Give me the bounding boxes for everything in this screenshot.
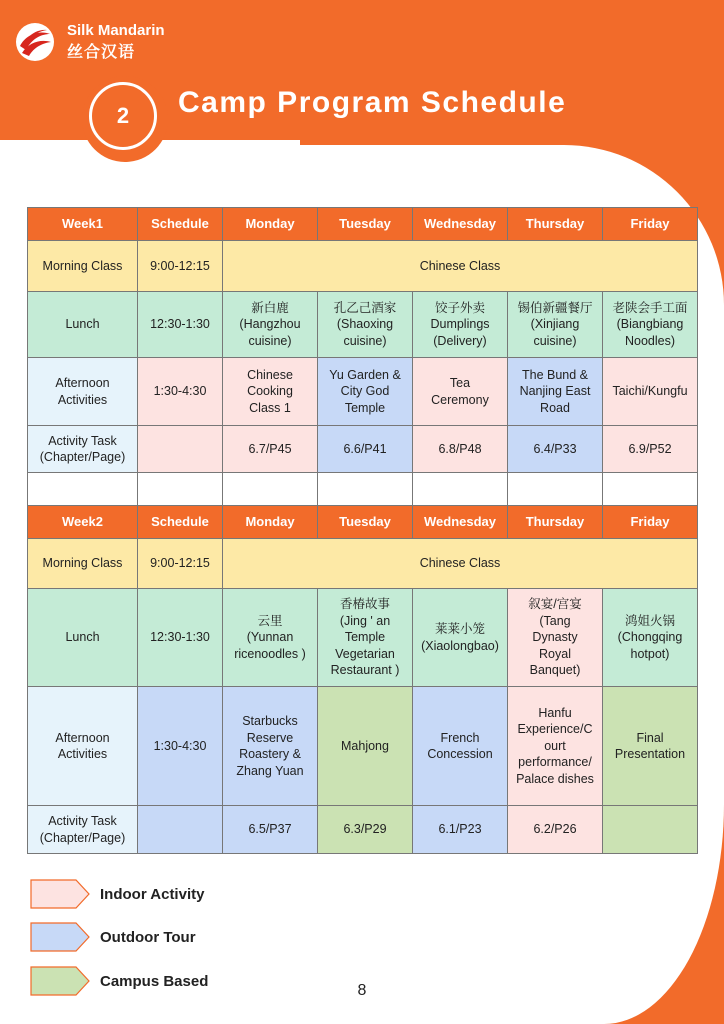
week1-lunch-thursday: 锡伯新疆餐厅 (Xinjiang cuisine) [508,292,603,358]
week1-task-tuesday: 6.6/P41 [318,426,413,473]
spacer-cell [223,473,318,506]
week2-morning-content: Chinese Class [223,539,698,589]
spacer-cell [28,473,138,506]
week1-header-wednesday: Wednesday [413,208,508,241]
week2-morning-row [28,539,698,589]
week2-task-tuesday: 6.3/P29 [318,806,413,854]
week2-afternoon-wednesday: French Concession [413,687,508,806]
week1-morning-row [28,241,698,292]
indoor-arrow-icon [30,879,90,909]
week1-lunch-time: 12:30-1:30 [138,292,223,358]
week1-afternoon-row [28,358,698,426]
week1-task-monday: 6.7/P45 [223,426,318,473]
week1-afternoon-friday: Taichi/Kungfu [603,358,698,426]
week2-afternoon-label: Afternoon Activities [28,687,138,806]
spacer-cell [413,473,508,506]
week1-task-label: Activity Task (Chapter/Page) [28,426,138,473]
week2-lunch-thursday: 叙宴/宫宴 (Tang Dynasty Royal Banquet) [508,589,603,687]
week2-lunch-friday: 鸿姐火锅 (Chongqing hotpot) [603,589,698,687]
spacer-cell [508,473,603,506]
week2-morning-time: 9:00-12:15 [138,539,223,589]
section-number: 2 [89,82,157,150]
silk-mandarin-logo-icon [14,22,56,62]
week2-task-thursday: 6.2/P26 [508,806,603,854]
week2-header-thursday: Thursday [508,506,603,539]
week1-header-thursday: Thursday [508,208,603,241]
week1-morning-time: 9:00-12:15 [138,241,223,292]
week1-task-wednesday: 6.8/P48 [413,426,508,473]
week1-afternoon-monday: Chinese Cooking Class 1 [223,358,318,426]
week2-header-monday: Monday [223,506,318,539]
week1-afternoon-wednesday: Tea Ceremony [413,358,508,426]
legend-item-outdoor [30,922,196,952]
week2-task-wednesday: 6.1/P23 [413,806,508,854]
week1-lunch-wednesday: 饺子外卖 Dumplings (Delivery) [413,292,508,358]
spacer-cell [318,473,413,506]
week1-header-tuesday: Tuesday [318,208,413,241]
week1-header-friday: Friday [603,208,698,241]
week2-header-schedule: Schedule [138,506,223,539]
week1-header-row [28,208,698,241]
week1-lunch-monday: 新白鹿 (Hangzhou cuisine) [223,292,318,358]
spacer-cell [603,473,698,506]
week1-afternoon-time: 1:30-4:30 [138,358,223,426]
brand-name-en: Silk Mandarin [67,22,165,39]
week2-task-friday [603,806,698,854]
week1-lunch-row [28,292,698,358]
week2-afternoon-time: 1:30-4:30 [138,687,223,806]
legend-item-campus [30,966,208,996]
legend-label-campus: Campus Based [100,972,209,990]
week2-lunch-monday: 云里 (Yunnan ricenoodles ) [223,589,318,687]
week1-header-monday: Monday [223,208,318,241]
week2-afternoon-tuesday: Mahjong [318,687,413,806]
page-title: Camp Program Schedule [178,86,567,119]
week2-lunch-wednesday: 莱莱小笼 (Xiaolongbao) [413,589,508,687]
legend-item-indoor [30,879,204,909]
week1-afternoon-thursday: The Bund & Nanjing East Road [508,358,603,426]
legend-label-outdoor: Outdoor Tour [100,928,196,946]
week2-header-week: Week2 [28,506,138,539]
week1-task-time [138,426,223,473]
week2-task-monday: 6.5/P37 [223,806,318,854]
week2-lunch-tuesday: 香椿故事 (Jing ' an Temple Vegetarian Restaurant ) [318,589,413,687]
week2-task-row [28,806,698,854]
week1-schedule-table [27,207,698,854]
week1-header-schedule: Schedule [138,208,223,241]
brand-name-cn: 丝合汉语 [67,44,136,61]
campus-arrow-icon [30,966,90,996]
legend-label-indoor: Indoor Activity [100,885,205,903]
week2-afternoon-friday: Final Presentation [603,687,698,806]
week2-header-wednesday: Wednesday [413,506,508,539]
week2-header-row [28,506,698,539]
week2-lunch-label: Lunch [28,589,138,687]
week1-afternoon-label: Afternoon Activities [28,358,138,426]
week1-morning-label: Morning Class [28,241,138,292]
week1-task-thursday: 6.4/P33 [508,426,603,473]
page-number: 8 [357,982,367,999]
week1-lunch-friday: 老陕会手工面 (Biangbiang Noodles) [603,292,698,358]
week2-task-time [138,806,223,854]
week2-lunch-row [28,589,698,687]
week2-afternoon-monday: Starbucks Reserve Roastery & Zhang Yuan [223,687,318,806]
week2-afternoon-thursday: Hanfu Experience/C ourt performance/ Palace dishes [508,687,603,806]
week1-afternoon-tuesday: Yu Garden & City God Temple [318,358,413,426]
spacer-cell [138,473,223,506]
week2-task-label: Activity Task (Chapter/Page) [28,806,138,854]
week2-morning-label: Morning Class [28,539,138,589]
week1-task-friday: 6.9/P52 [603,426,698,473]
week2-header-tuesday: Tuesday [318,506,413,539]
week1-header-week: Week1 [28,208,138,241]
outdoor-arrow-icon [30,922,90,952]
week2-afternoon-row [28,687,698,806]
week1-morning-content: Chinese Class [223,241,698,292]
week1-lunch-label: Lunch [28,292,138,358]
week2-lunch-time: 12:30-1:30 [138,589,223,687]
week2-header-friday: Friday [603,506,698,539]
week1-lunch-tuesday: 孔乙己酒家 (Shaoxing cuisine) [318,292,413,358]
week1-task-row [28,426,698,473]
table-spacer-row [28,473,698,506]
